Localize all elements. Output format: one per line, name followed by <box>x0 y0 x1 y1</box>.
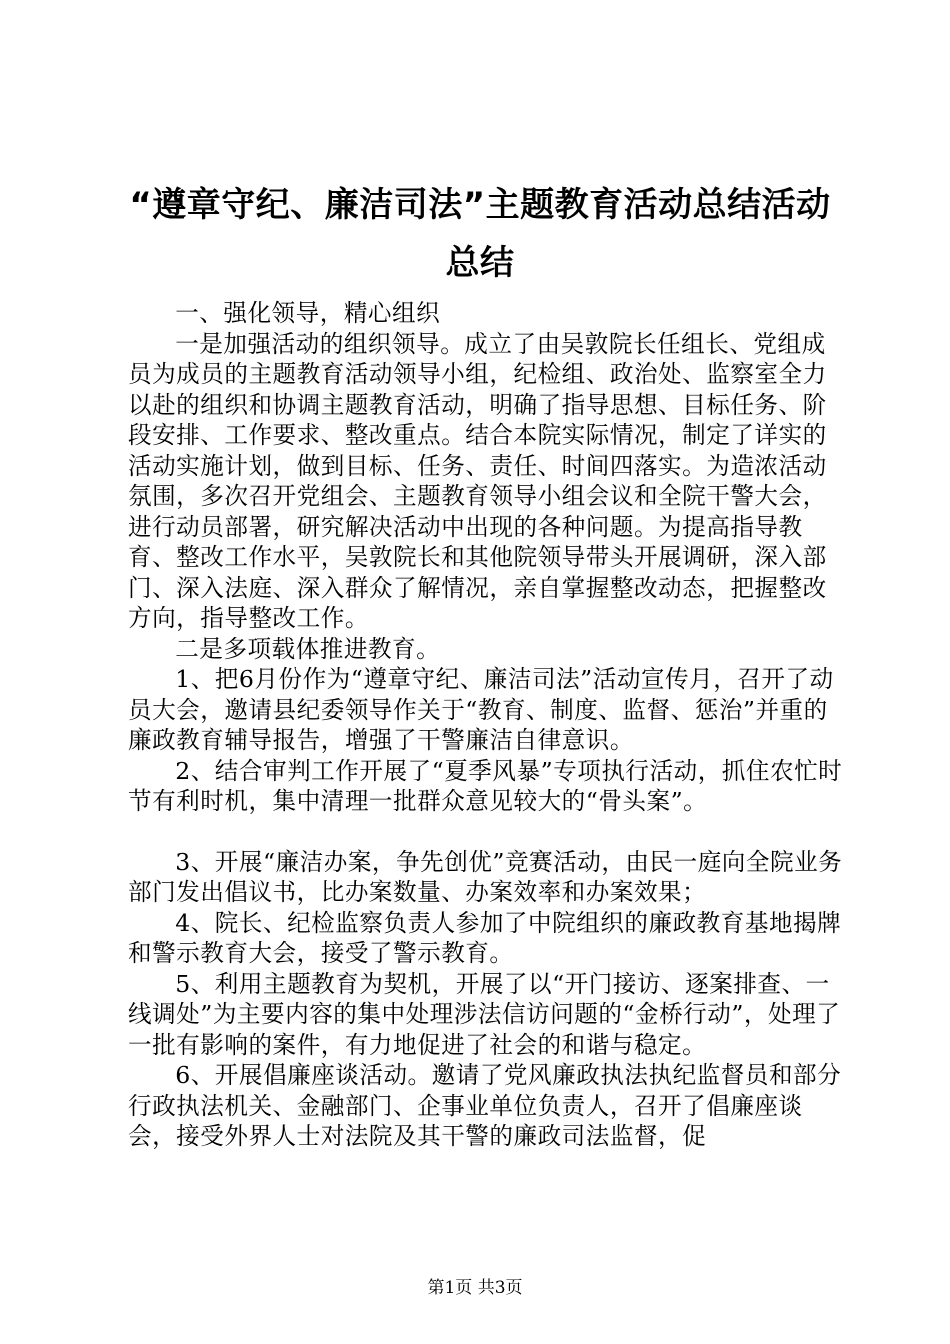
paragraph: 5、利用主题教育为契机，开展了以“开门接访、逐案排查、一线调处”为主要内容的集中处理涉法信访问题的“金桥行动”，处理了一批有影响的案件，有力地促进了社会的和谐与稳定。 <box>128 969 841 1059</box>
paragraph: 一是加强活动的组织领导。成立了由吴敦院长任组长、党组成员为成员的主题教育活动领导小组，纪检组、政治处、监察室全力以赴的组织和协调主题教育活动，明确了指导思想、目标任务、阶段安排、工作要求、整改重点。结合本院实际情况，制定了详实的活动实施计划，做到目标、任务、责任、时间四落实。为造浓活动氛围，多次召开党组会、主题教育领导小组会议和全院干警大会，进行动员部署，研究解决活动中出现的各种问题。为提高指导教育、整改工作水平，吴敦院长和其他院领导带头开展调研，深入部门、深入法庭、深入群众了解情况，亲自掌握整改动态，把握整改方向，指导整改工作。 <box>128 329 827 632</box>
document-title: “遵章守纪、廉洁司法”主题教育活动总结活动总结 <box>129 185 831 283</box>
section-heading: 一、强化领导，精心组织 <box>175 299 441 327</box>
paragraph: 6、开展倡廉座谈活动。邀请了党风廉政执法执纪监督员和部分行政执法机关、金融部门、企事业单位负责人，召开了倡廉座谈会，接受外界人士对法院及其干警的廉政司法监督，促 <box>128 1061 842 1150</box>
paragraph: 1、把6月份作为“遵章守纪、廉洁司法”活动宣传月，召开了动员大会，邀请县纪委领导作关于“教育、制度、监督、惩治”并重的廉政教育辅导报告，增强了干警廉洁自律意识。 <box>128 665 834 754</box>
paragraph: 3、开展“廉洁办案，争先创优”竞赛活动，由民一庭向全院业务部门发出倡议书，比办案数量、办案效率和办案效果； <box>128 847 843 906</box>
paragraph: 2、结合审判工作开展了“夏季风暴”专项执行活动，抓住农忙时节有利时机，集中清理一批群众意见较大的“骨头案”。 <box>128 756 843 815</box>
paragraph: 4、院长、纪检监察负责人参加了中院组织的廉政教育基地揭牌和警示教育大会，接受了警示教育。 <box>128 908 842 967</box>
document-body <box>128 298 848 1152</box>
page-footer: 第1页 共3页 <box>427 1278 523 1298</box>
paragraph: 二是多项载体推进教育。 <box>175 634 441 663</box>
